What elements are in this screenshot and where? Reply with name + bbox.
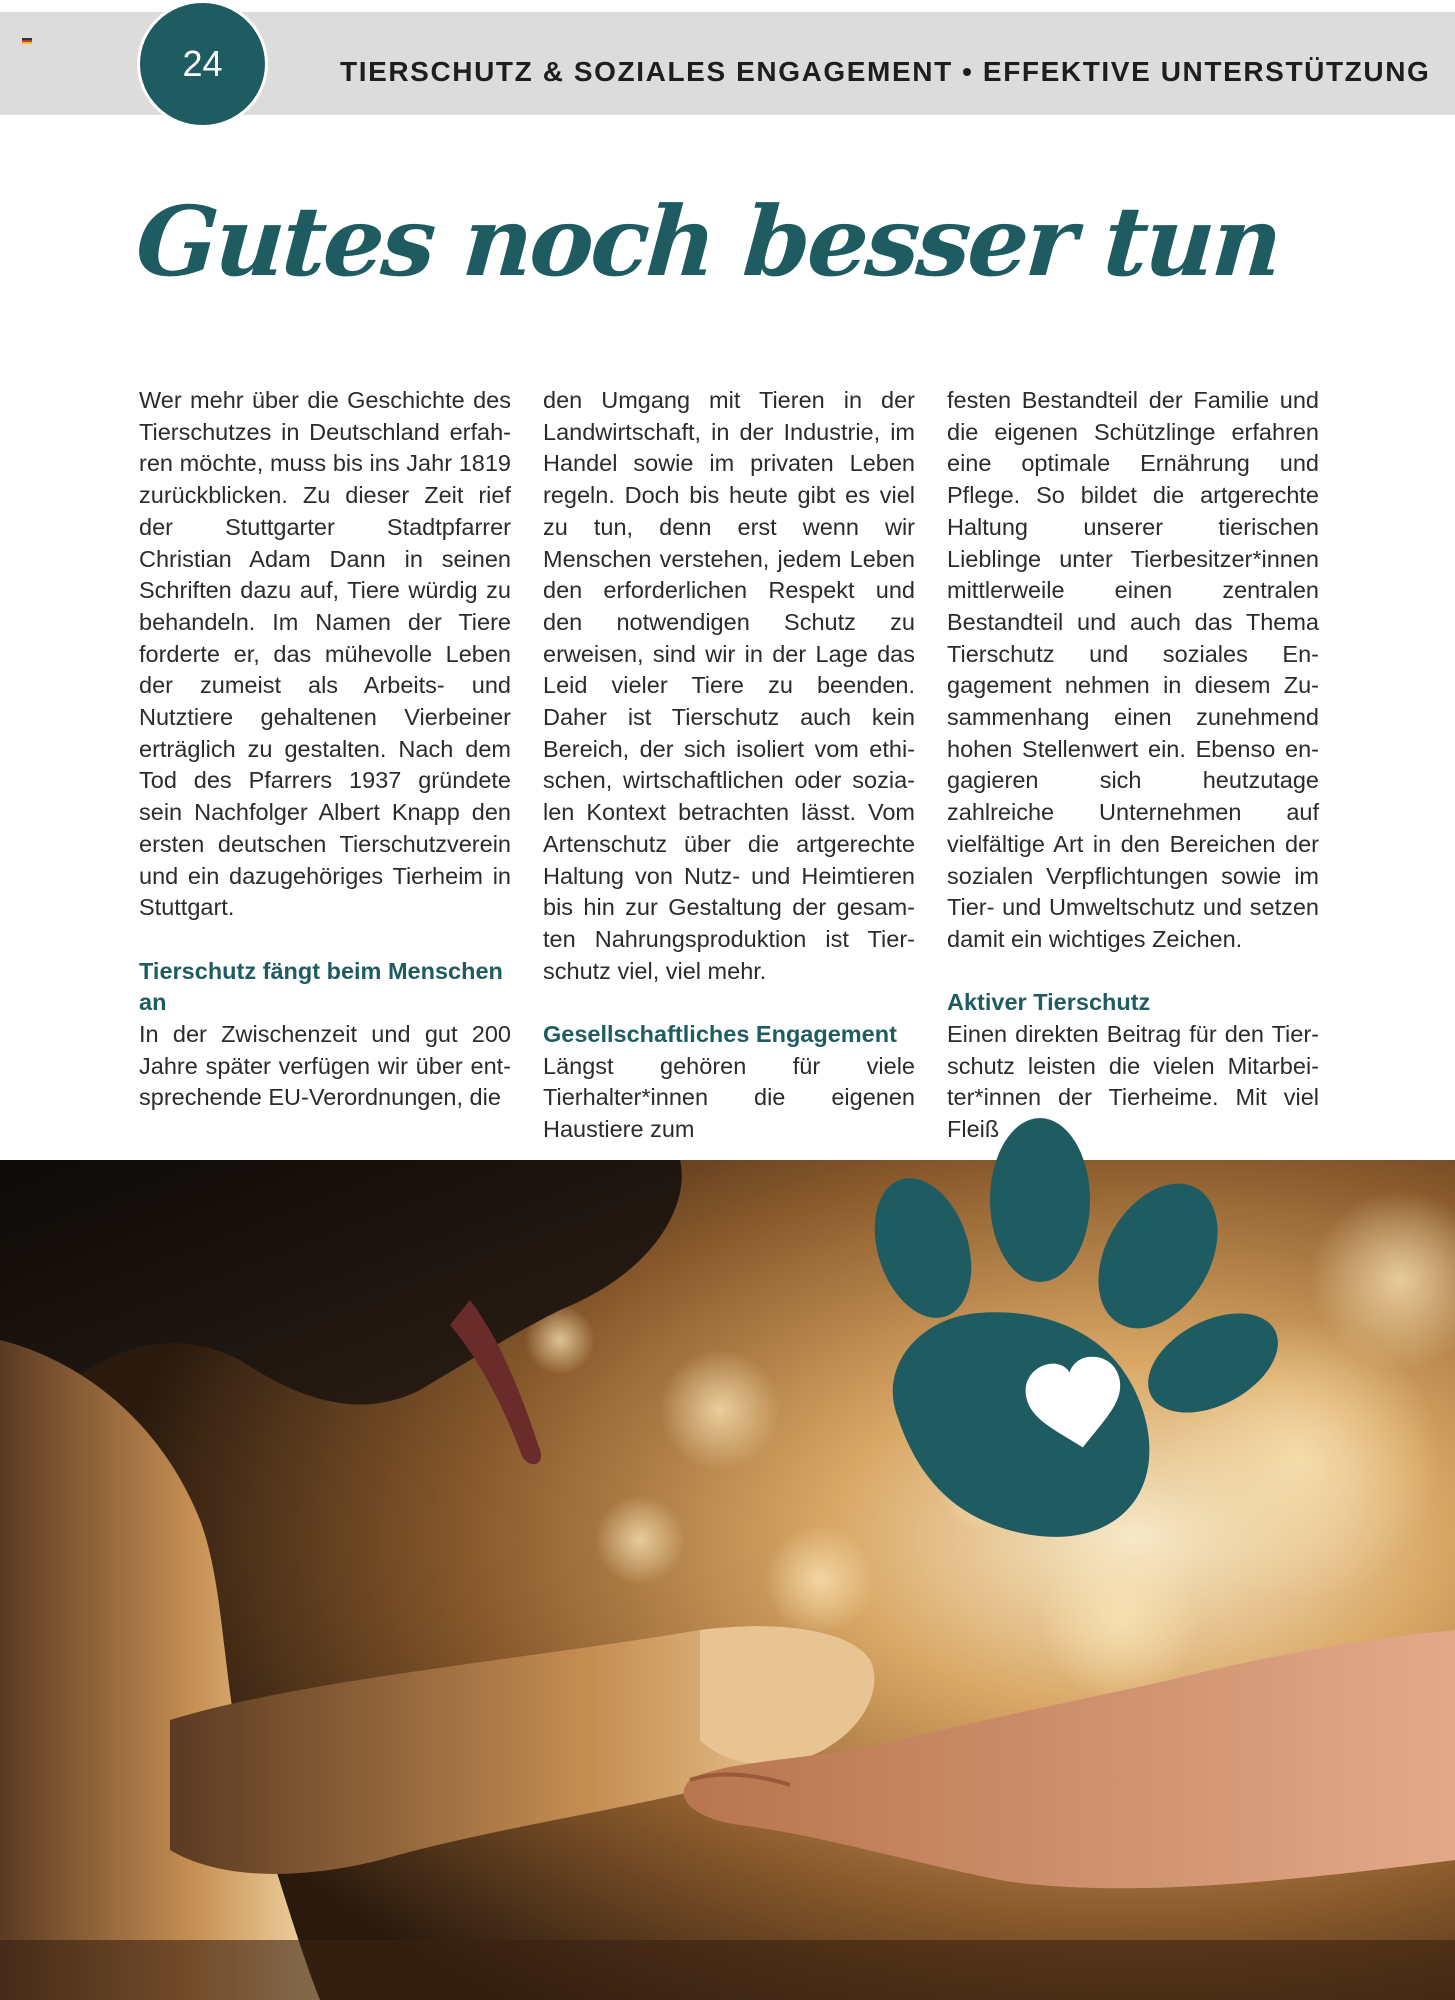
paragraph: Längst gehören für viele Tierhalter*innen die eigenen Haustiere zum <box>543 1052 915 1143</box>
subheading: Tierschutz fängt beim Menschen an <box>139 957 503 1016</box>
paragraph: Einen direkten Beitrag für den Tierschutz leisten die vielen Mitarbeiter*innen der Tierheime. Mit viel Fleiß <box>947 1021 1319 1143</box>
paragraph: In der Zwischenzeit und gut 200 Jahre später verfügen wir über entsprechende EU-Verordnungen, die <box>139 1021 511 1111</box>
text-column-2 <box>543 385 915 1146</box>
paragraph: den Umgang mit Tieren in der Landwirtschaft, in der Industrie, im Handel sowie im privaten Leben regeln. Doch bis heute gibt es viel zu tun, denn erst wenn wir Menschen verstehen, jedem Leben den erforderlichen Respekt und den notwendigen Schutz zu erweisen, sind wir in der Lage das Leid vieler Tiere zu beenden. Daher ist Tierschutz auch kein Bereich, der sich isoliert vom ethischen, wirtschaftlichen oder sozialen Kontext betrachten lässt. Vom Artenschutz über die artgerechte Haltung von Nutz- und Heimtieren bis hin zur Gestaltung der gesamten Nahrungsproduktion ist Tierschutz viel, viel mehr. <box>543 387 915 984</box>
paw-heart-icon <box>868 1118 1298 1548</box>
paragraph: festen Bestandteil der Familie und die eigenen Schützlinge erfahren eine optimale Ernährung und Pflege. So bildet die artgerechte Haltung unserer tierischen Lieblinge unter Tierbesitzer*innen mittlerweile einen zentralen Bestandteil und auch das Thema Tierschutz und soziales Engagement nehmen in diesem Zusammenhang einen zunehmend hohen Stellenwert ein. Ebenso engagieren sich heutzutage zahlreiche Unternehmen auf vielfältige Art in den Bereichen der sozialen Verpflichtungen sowie im Tier- und Umweltschutz und setzen damit ein wichtiges Zeichen. <box>947 387 1319 952</box>
text-column-3 <box>947 385 1319 1146</box>
section-title: TIERSCHUTZ & SOZIALES ENGAGEMENT • EFFEKTIVE UNTERSTÜTZUNG <box>340 56 1431 87</box>
text-column-1 <box>139 385 511 1114</box>
subheading: Gesellschaftliches Engagement <box>543 1021 897 1048</box>
article-title: Gutes noch besser tun <box>132 185 1284 298</box>
page-number-badge: 24 <box>137 0 268 128</box>
flag-icon <box>22 38 32 44</box>
paragraph: Wer mehr über die Geschichte des Tierschutzes in Deutschland erfahren möchte, muss bis ins Jahr 1819 zurückblicken. Zu dieser Zeit rief der Stuttgarter Stadtpfarrer Christian Adam Dann in seinen Schriften dazu auf, Tiere würdig zu behandeln. Im Namen der Tiere forderte er, das mühevolle Leben der zumeist als Arbeits- und Nutztiere gehaltenen Vierbeiner erträglich zu gestalten. Nach dem Tod des Pfarrers 1937 gründete sein Nachfolger Albert Knapp den ersten deutschen Tierschutzverein und ein dazugehöriges Tierheim in Stuttgart. <box>139 387 511 921</box>
subheading: Aktiver Tierschutz <box>947 989 1151 1016</box>
